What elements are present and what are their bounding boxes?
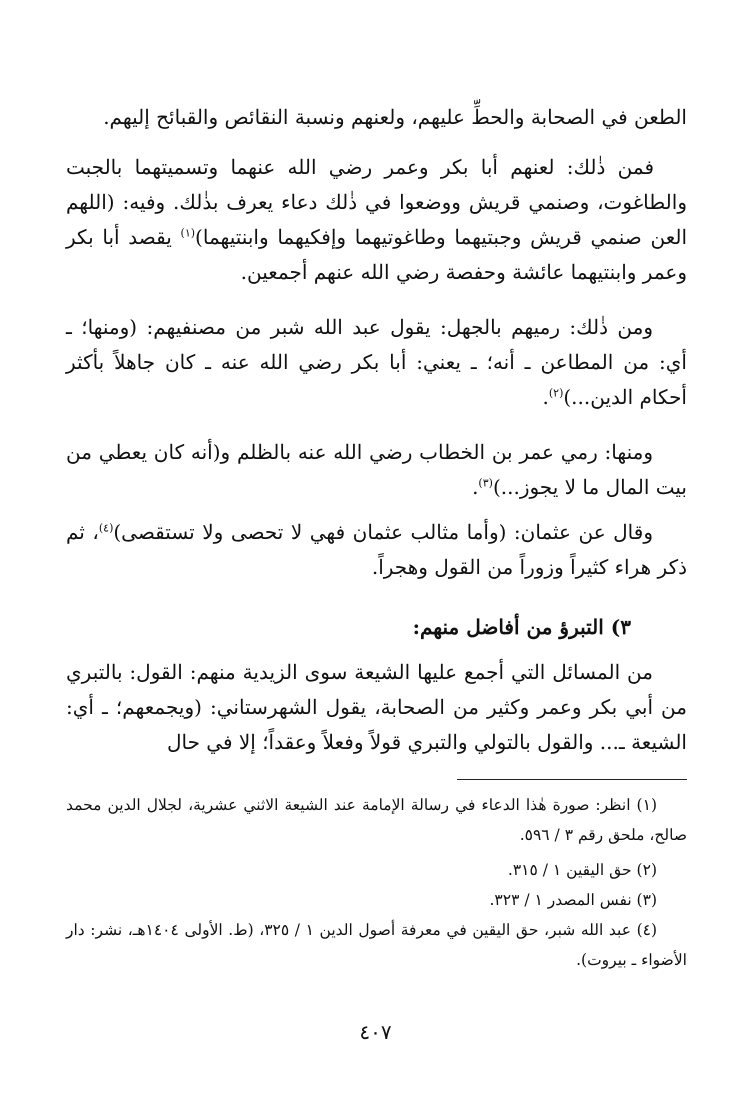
footnote-ref[interactable]: (٤) [98,521,114,535]
footnote-2 [66,855,687,885]
section-heading: ٣) التبرؤ من أفاضل منهم: [412,615,631,639]
paragraph-text: وقال عن عثمان: (وأما مثالب عثمان فهي لا تحصى ولا تستقصى) [113,520,653,544]
paragraph-umar [66,435,687,505]
paragraph-tabarri [66,655,687,760]
footnote-ref[interactable]: (٣) [478,476,493,490]
paragraph-text: الطعن في الصحابة والحطِّ عليهم، ولعنهم ونسبة النقائص والقبائح إليهم. [103,105,687,129]
footnote-1 [66,790,687,850]
footnote-divider [457,779,687,780]
page-number: ٤٠٧ [359,1020,392,1044]
paragraph-uthman [66,515,687,585]
paragraph-text: يقصد أبا بكر وعمر وابنتيهما عائشة وحفصة رضي الله عنهم أجمعين. [66,225,687,284]
footnote-text: (٢) حق اليقين ١ / ٣١٥. [507,861,657,879]
paragraph-text: ومنها: رمي عمر بن الخطاب رضي الله عنه بالظلم و(أنه كان يعطي من بيت المال ما لا يجوز...) [66,440,687,499]
paragraph-curse [66,150,687,290]
paragraph-text: من المسائل التي أجمع عليها الشيعة سوى الزيدية منهم: القول: بالتبري من أبي بكر وعمر وكثير من الصحابة، يقول الشهرستاني: (ويجمعهم؛ ـ أي: الشيعة ـ... والقول بالتولي والتبري قولاً وفعلاً وعقداً؛ إلا في حال [66,660,687,754]
paragraph-ignorance [66,310,687,415]
footnote-ref[interactable]: (١) [180,226,196,240]
paragraph-text: ومن ذٰلك: رميهم بالجهل: يقول عبد الله شبر من مصنفيهم: (ومنها؛ ـ أي: من المطاعن ـ أنه؛ ـ يعني: أبا بكر رضي الله عنه ـ كان جاهلاً بأكثر أحكام الدين...) [66,315,687,409]
paragraph-text: ، ثم ذكر هراء كثيراً وزوراً من القول وهجراً. [66,520,687,579]
footnote-3 [66,885,687,915]
paragraph-text: . [472,475,479,499]
footnote-text: (٣) نفس المصدر ١ / ٣٢٣. [489,891,657,909]
footnote-text: (١) انظر: صورة هٰذا الدعاء في رسالة الإمامة عند الشيعة الاثني عشرية، لجلال الدين محمد صالح، ملحق رقم ٣ / ٥٩٦. [66,796,687,844]
footnote-text: (٤) عبد الله شبر، حق اليقين في معرفة أصول الدين ١ / ٣٢٥، (ط. الأولى ١٤٠٤هـ، نشر: دار الأضواء ـ بيروت). [66,921,687,969]
paragraph-text: . [542,385,549,409]
paragraph-intro [66,100,687,135]
footnote-4 [66,915,687,975]
footnote-ref[interactable]: (٢) [548,386,564,400]
paragraph-text: فمن ذٰلك: لعنهم أبا بكر وعمر رضي الله عنهما وتسميتهما بالجبت والطاغوت، وصنمي قريش ووضعوا في ذٰلك دعاء يعرف بذٰلك. وفيه: (اللهم العن صنمي قريش وجبتيهما وطاغوتيهما وإفكيهما وابنتيهما) [66,155,687,249]
